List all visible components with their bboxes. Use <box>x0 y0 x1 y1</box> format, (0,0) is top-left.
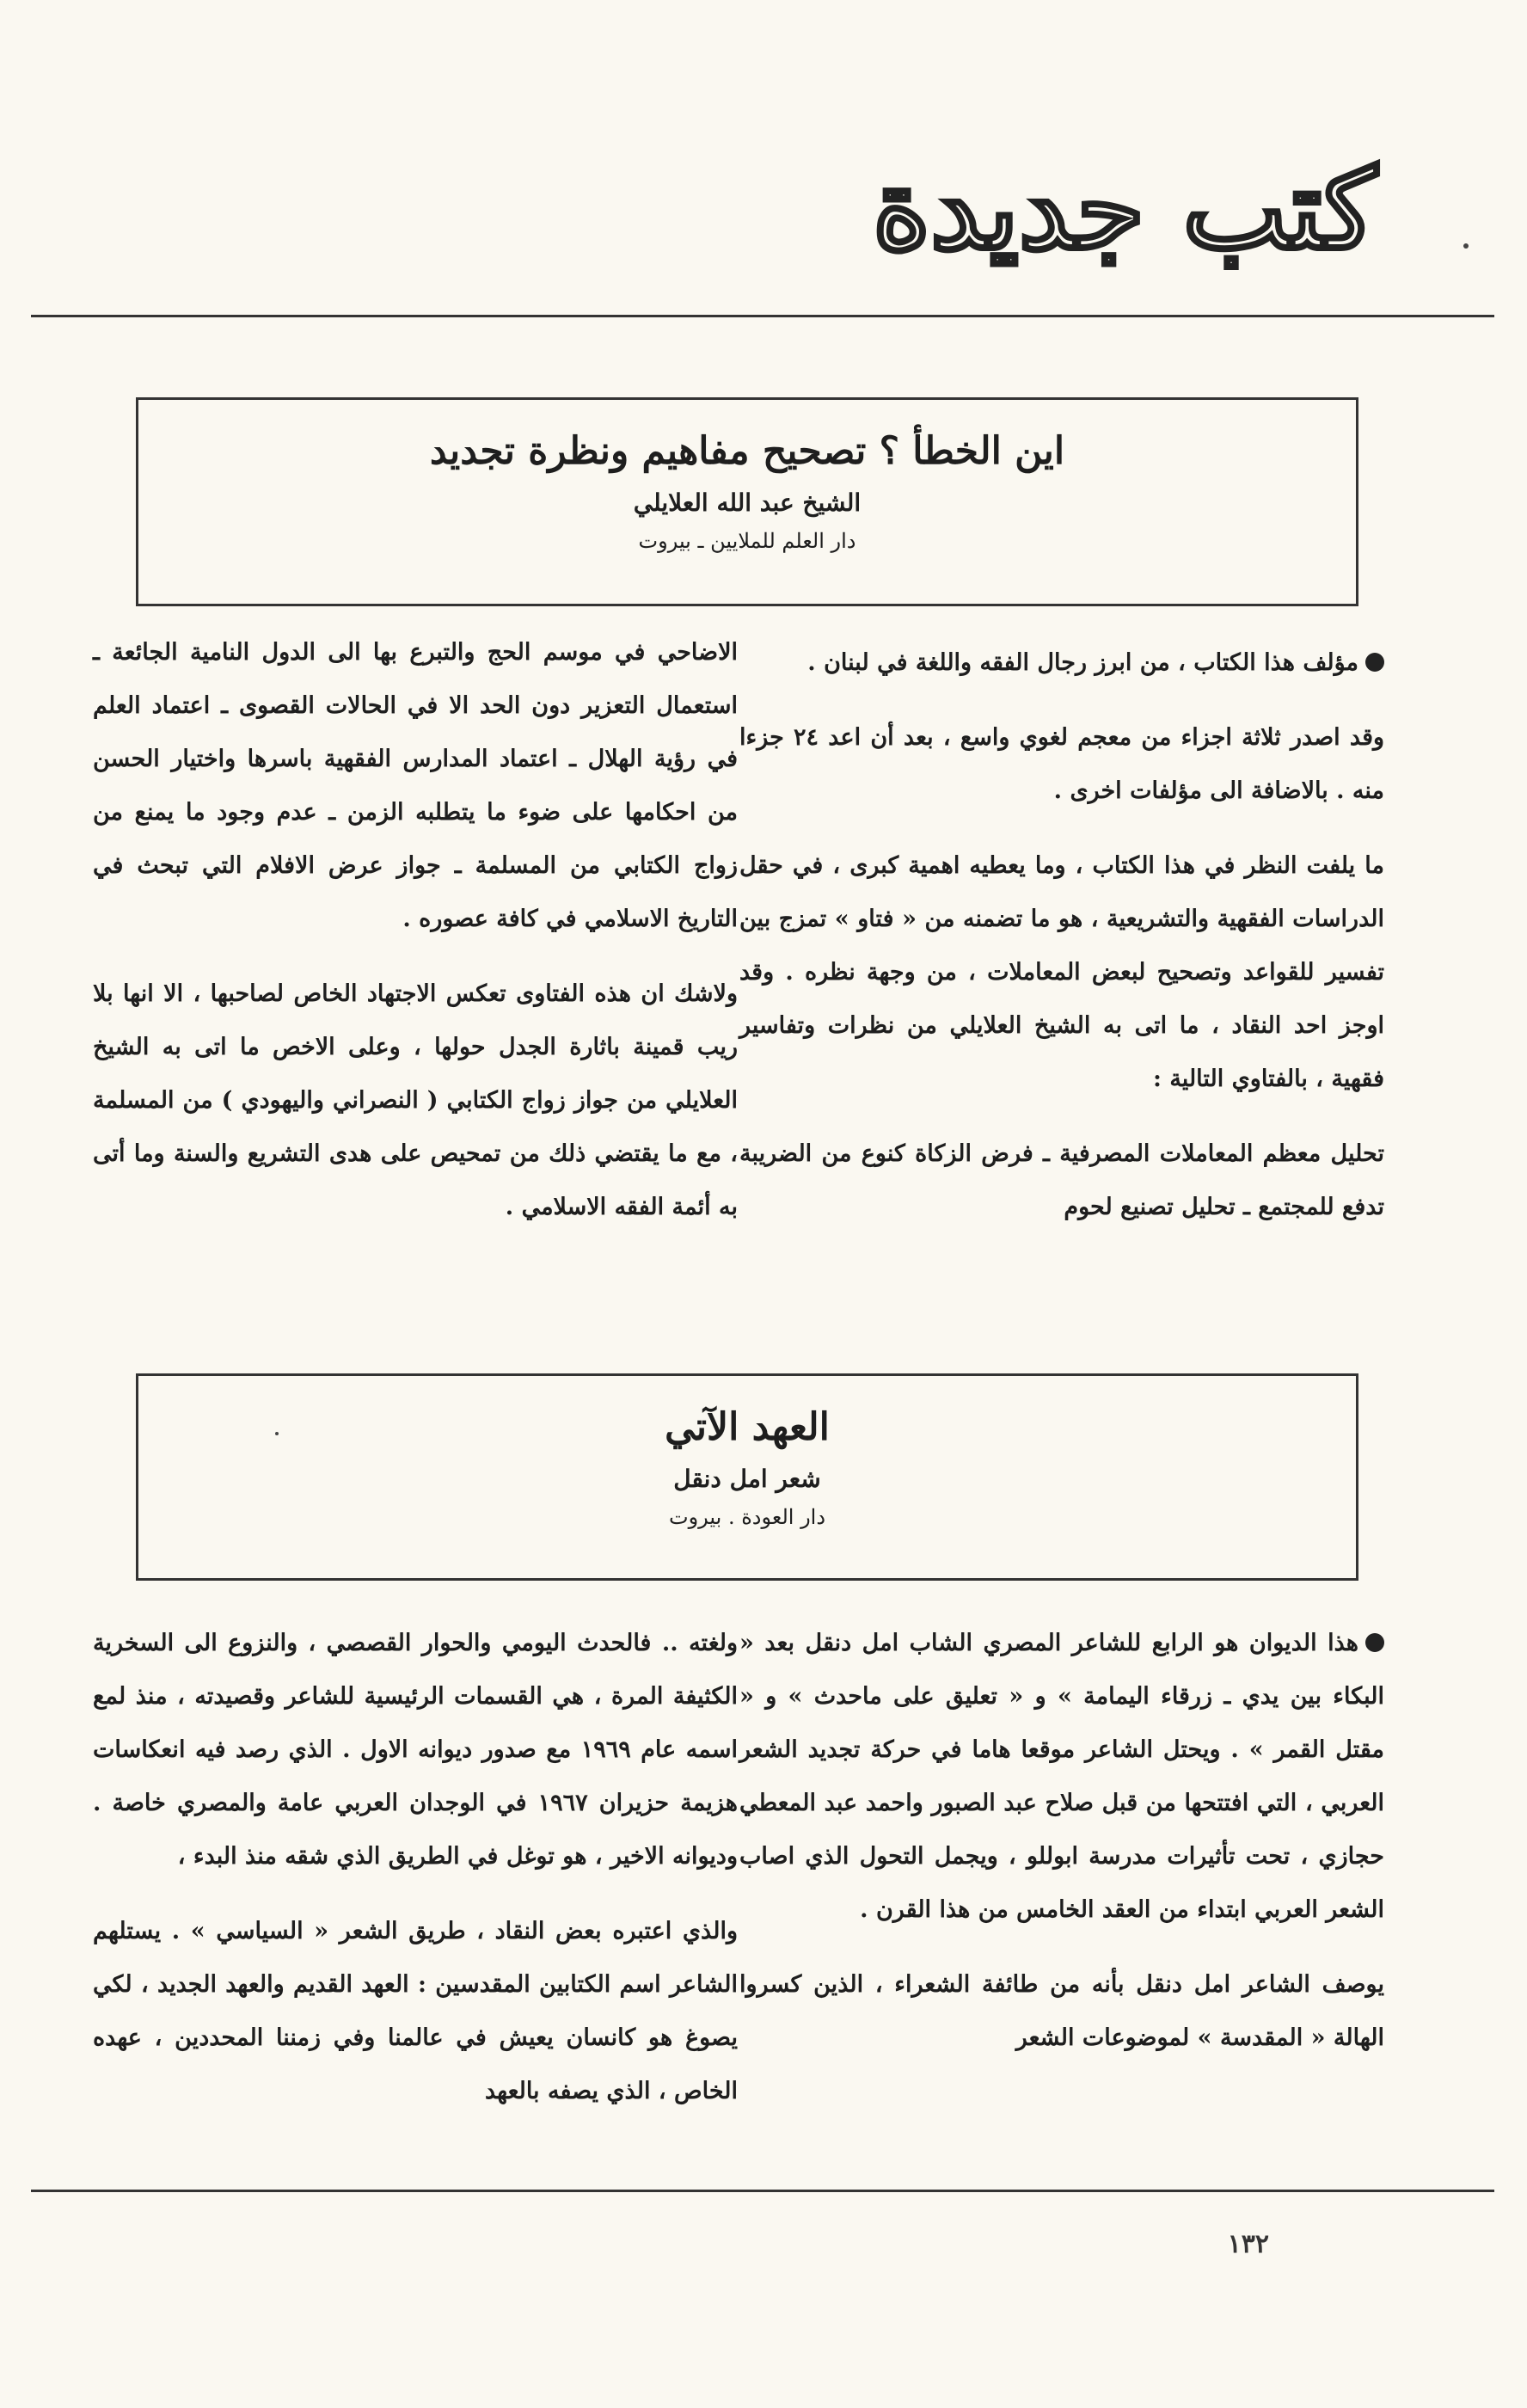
paragraph: ولاشك ان هذه الفتاوى تعكس الاجتهاد الخاص لصاحبها ، الا انها بلا ريب قمينة باثارة الجدل حولها ، وعلى الاخص ما اتى به الشيخ العلايلي من جواز زواج الكتابي ( النصراني واليهودي ) من المسلمة ، مع ما يقتضي ذلك من تمحيص على هدى التشريع والسنة وما أتى به أئمة الفقه الاسلامي . <box>93 980 738 1220</box>
review1-left-column <box>93 626 738 1256</box>
review1-title: اين الخطأ ؟ تصحيح مفاهيم ونظرة تجديد <box>429 429 1065 473</box>
margin-dot <box>275 1432 279 1435</box>
bullet-icon <box>1365 1633 1384 1652</box>
review1-author: الشيخ عبد الله العلايلي <box>633 488 862 517</box>
page-title: كتب جديدة <box>873 145 1377 274</box>
review2-left-column <box>93 1617 738 2140</box>
header-rule <box>31 315 1494 317</box>
review2-header-box <box>136 1373 1358 1581</box>
paragraph <box>739 1617 1384 1937</box>
paragraph: ولغته .. فالحدث اليومي والحوار القصصي ، والنزوع الى السخرية الكثيفة المرة ، هي القسمات الرئيسية للشاعر وقصيدته ، منذ لمع اسمه عام ١٩٦٩ مع صدور ديوانه الاول . الذي رصد فيه انعكاسات هزيمة حزيران ١٩٦٧ في الوجدان العربي عامة والمصري خاصة . وديوانه الاخير ، هو توغل في الطريق الذي شقه منذ البدء ، <box>93 1630 738 1870</box>
margin-dot <box>1463 243 1469 249</box>
paragraph-text: مؤلف هذا الكتاب ، من ابرز رجال الفقه واللغة في لبنان . <box>807 649 1358 676</box>
bullet-icon <box>1365 653 1384 672</box>
review2-right-column <box>739 1617 1384 2086</box>
paragraph: تحليل معظم المعاملات المصرفية ـ فرض الزكاة كنوع من الضريبة تدفع للمجتمع ـ تحليل تصنيع لحوم <box>739 1140 1384 1220</box>
paragraph <box>739 636 1384 690</box>
page-number: ١٣٢ <box>1227 2229 1269 2259</box>
review1-publisher: دار العلم للملايين ـ بيروت <box>638 528 856 553</box>
footer-rule <box>31 2190 1494 2192</box>
paragraph-text: هذا الديوان هو الرابع للشاعر المصري الشاب امل دنقل بعد « البكاء بين يدي ـ زرقاء اليمامة » و « تعليق على ماحدث » و « مقتل القمر » . ويحتل الشاعر موقعا هاما في حركة تجديد الشعر العربي ، التي افتتحها من قبل صلاح عبد الصبور واحمد عبد المعطي حجازي ، تحت تأثيرات مدرسة ابوللو ، ويجمل التحول الذي اصاب الشعر العربي ابتداء من العقد الخامس من هذا القرن . <box>739 1630 1384 1923</box>
paragraph: ما يلفت النظر في هذا الكتاب ، وما يعطيه اهمية كبرى ، في حقل الدراسات الفقهية والتشريعية ، هو ما تضمنه من « فتاو » تمزج بين تفسير للقواعد وتصحيح لبعض المعاملات ، من وجهة نظره . وقد اوجز احد النقاد ، ما اتى به الشيخ العلايلي من نظرات وتفاسير فقهية ، بالفتاوي التالية : <box>739 852 1384 1092</box>
paragraph: وقد اصدر ثلاثة اجزاء من معجم لغوي واسع ، بعد أن اعد ٢٤ جزءا منه . بالاضافة الى مؤلفات اخرى . <box>739 724 1385 804</box>
review2-publisher: دار العودة . بيروت <box>668 1504 826 1529</box>
paragraph: والذي اعتبره بعض النقاد ، طريق الشعر « السياسي » . يستلهم الشاعر اسم الكتابين المقدسين : العهد القديم والعهد الجديد ، لكي يصوغ هو كانسان يعيش في عالمنا وفي زمننا المحددين ، عهده الخاص ، الذي يصفه بالعهد <box>93 1918 738 2104</box>
paragraph: الاضاحي في موسم الحج والتبرع بها الى الدول النامية الجائعة ـ استعمال التعزير دون الحد الا في الحالات القصوى ـ اعتماد العلم في رؤية الهلال ـ اعتماد المدارس الفقهية باسرها واختيار الحسن من احكامها على ضوء ما يتطلبه الزمن ـ عدم وجود ما يمنع من زواج الكتابي من المسلمة ـ جواز عرض الافلام التي تبحث في التاريخ الاسلامي في كافة عصوره . <box>93 639 738 932</box>
review2-title: العهد الآتي <box>665 1405 830 1449</box>
review1-header-box <box>136 397 1358 606</box>
review1-right-column <box>739 636 1384 1256</box>
paragraph: يوصف الشاعر امل دنقل بأنه من طائفة الشعراء ، الذين كسروا الهالة « المقدسة » لموضوعات الشعر <box>739 1971 1384 2051</box>
review2-author: شعر امل دنقل <box>673 1464 821 1493</box>
